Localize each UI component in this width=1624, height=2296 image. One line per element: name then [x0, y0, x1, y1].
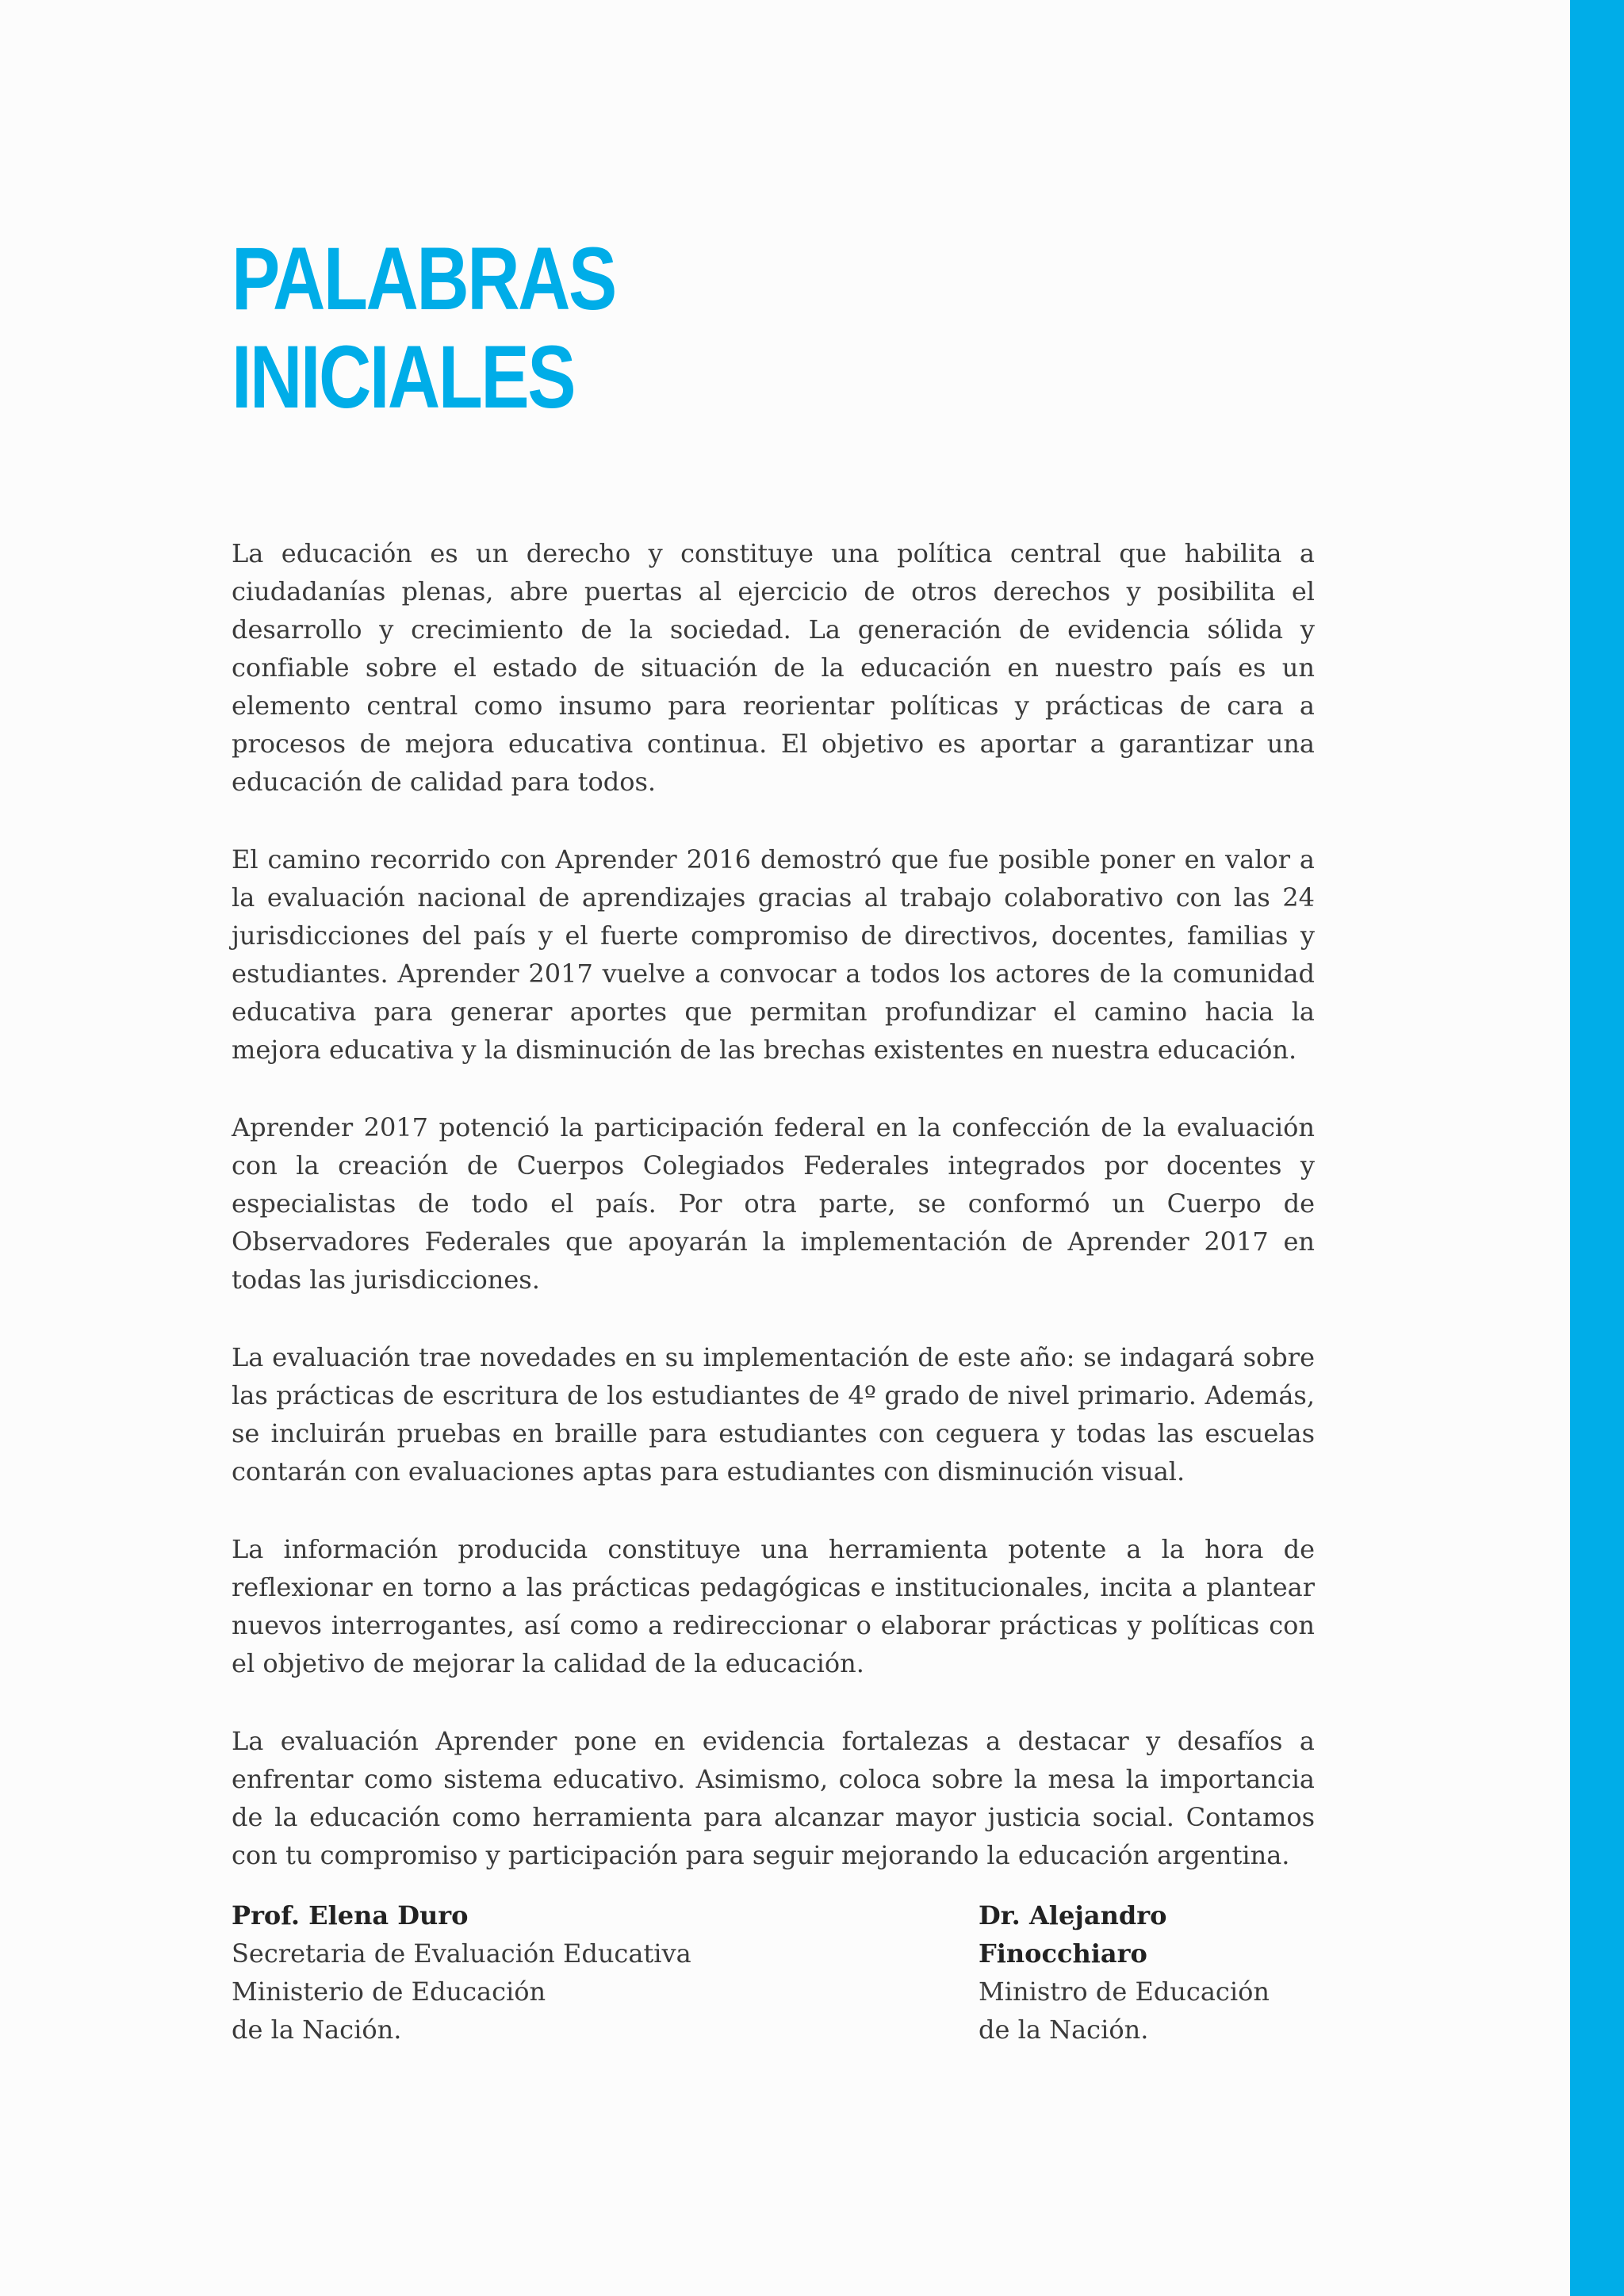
signature-left: [232, 1896, 691, 2049]
page-title: [232, 230, 615, 427]
title-line-1: PALABRAS: [232, 229, 615, 328]
paragraph-3: Aprender 2017 potenció la participación federal en la confección de la evaluación con la creación de Cuerpos Colegiados Federales integrados por docentes y especialistas de todo el país. Por otra parte, se conformó un Cuerpo de Observadores Federales que apoyarán la implementación de Aprender 2017 en todas las jurisdicciones.: [232, 1112, 1315, 1295]
side-accent-bar: [1570, 0, 1624, 2296]
signatory-name: Dr. Alejandro Finocchiaro: [979, 1900, 1167, 1969]
signatory-name: Prof. Elena Duro: [232, 1900, 469, 1931]
signatory-title: Ministro de Educación: [979, 1976, 1270, 2007]
signatory-title: de la Nación.: [979, 2015, 1149, 2045]
signatures: [232, 1896, 1342, 2055]
paragraph-6: La evaluación Aprender pone en evidencia fortalezas a destacar y desafíos a enfrentar como sistema educativo. Asimismo, coloca sobre la mesa la importancia de la educación como herramienta para alcanzar mayor justicia social. Contamos con tu compromiso y participación para seguir mejorando la educación argentina.: [232, 1726, 1315, 1870]
paragraph-2: El camino recorrido con Aprender 2016 demostró que fue posible poner en valor a la evaluación nacional de aprendizajes gracias al trabajo colaborativo con las 24 jurisdicciones del país y el fuerte compromiso de directivos, docentes, familias y estudiantes. Aprender 2017 vuelve a convocar a todos los actores de la comunidad educativa para generar aportes que permitan profundizar el camino hacia la mejora educativa y la disminución de las brechas existentes en nuestra educación.: [232, 844, 1315, 1065]
signatory-title: Secretaria de Evaluación Educativa: [232, 1938, 691, 1969]
body-text: [232, 534, 1315, 1914]
signatory-title: Ministerio de Educación: [232, 1976, 546, 2007]
signatory-title: de la Nación.: [232, 2015, 402, 2045]
paragraph-4: La evaluación trae novedades en su implementación de este año: se indagará sobre las prácticas de escritura de los estudiantes de 4º grado de nivel primario. Además, se incluirán pruebas en braille para estudiantes con ceguera y todas las escuelas contarán con evaluaciones aptas para estudiantes con disminución visual.: [232, 1342, 1315, 1487]
paragraph-5: La información producida constituye una herramienta potente a la hora de reflexionar en torno a las prácticas pedagógicas e institucionales, incita a plantear nuevos interrogantes, así como a redireccionar o elaborar prácticas y políticas con el objetivo de mejorar la calidad de la educación.: [232, 1534, 1315, 1678]
signature-right: [979, 1896, 1342, 2049]
title-line-2: INICIALES: [232, 327, 574, 427]
paragraph-1: La educación es un derecho y constituye una política central que habilita a ciudadanías plenas, abre puertas al ejercicio de otros derechos y posibilita el desarrollo y crecimiento de la sociedad. La generación de evidencia sólida y confiable sobre el estado de situación de la educación en nuestro país es un elemento central como insumo para reorientar políticas y prácticas de cara a procesos de mejora educativa continua. El objetivo es aportar a garantizar una educación de calidad para todos.: [232, 538, 1315, 797]
